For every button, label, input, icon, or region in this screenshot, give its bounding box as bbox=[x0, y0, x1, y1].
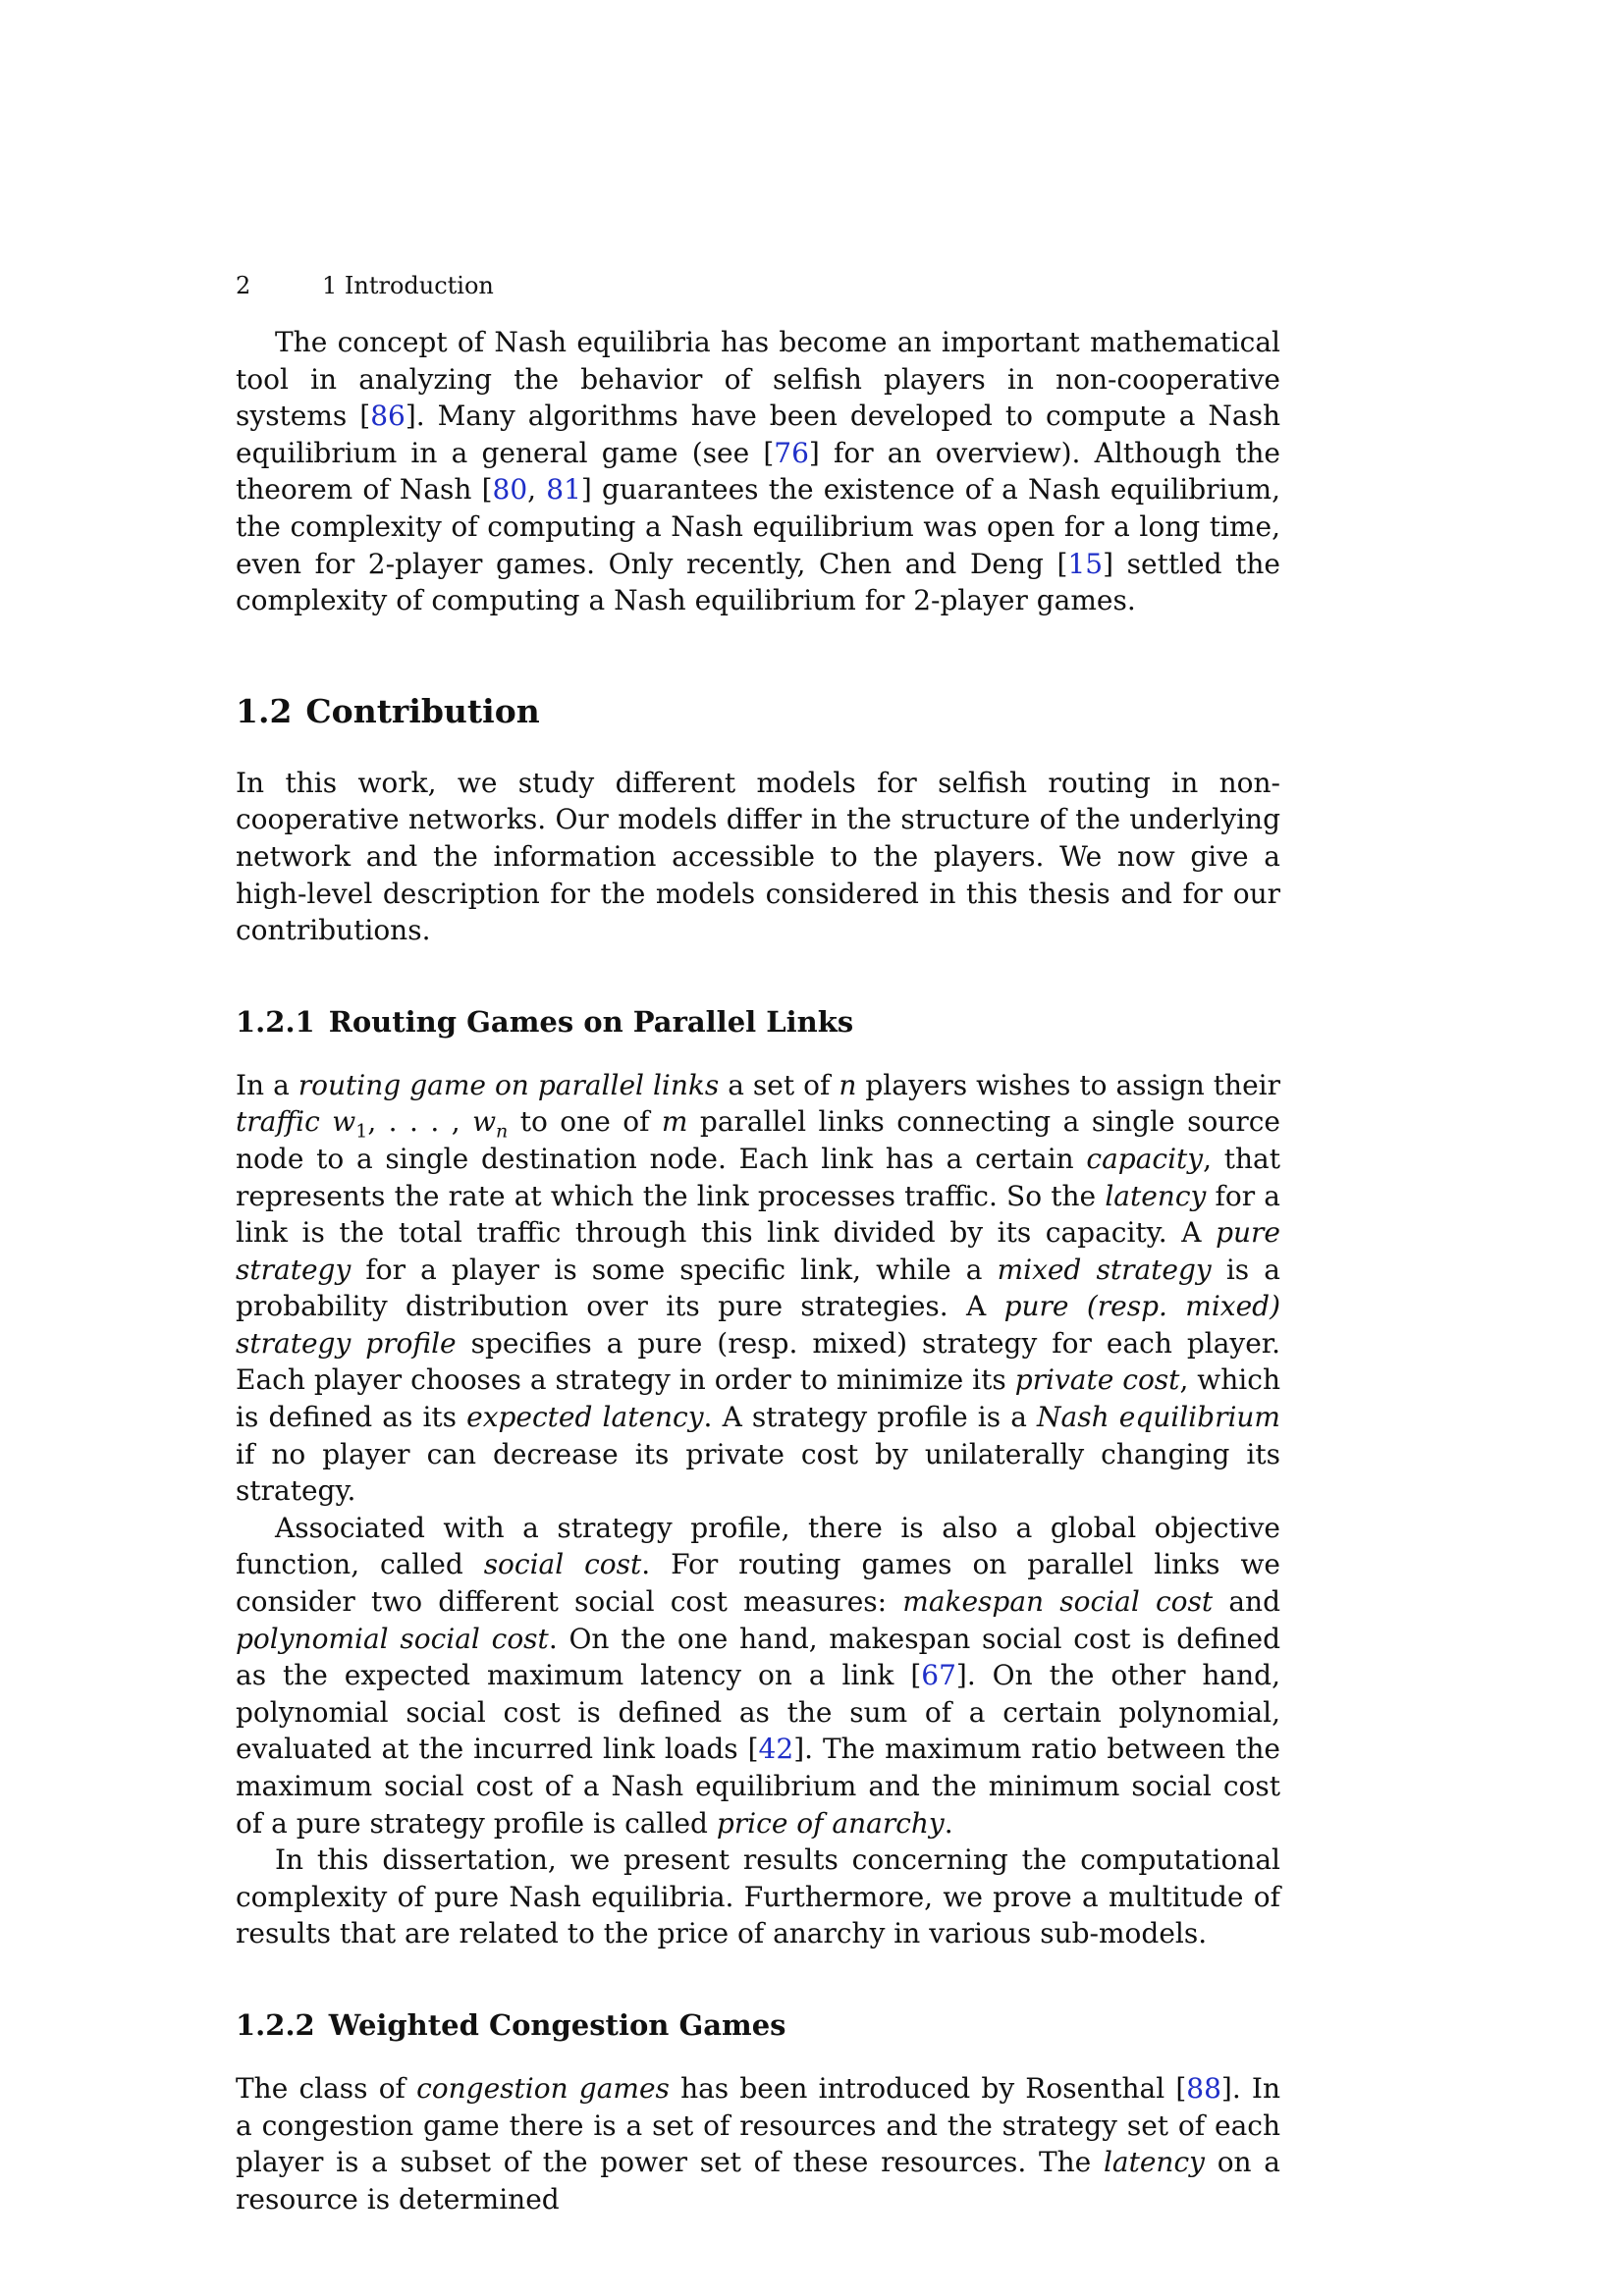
emphasis: congestion games bbox=[416, 2071, 670, 2105]
emphasis: Nash equilibrium bbox=[1037, 1401, 1280, 1434]
emphasis: polynomial social cost bbox=[236, 1622, 549, 1655]
emphasis: private cost bbox=[1014, 1363, 1180, 1397]
citation-link[interactable]: 42 bbox=[758, 1733, 794, 1766]
text-run: on a resource is determined bbox=[236, 2146, 1280, 2216]
text-run: ] guarantees the existence of a Nash equilibrium, the complexity of computing a Nash equilibrium was open for a long time, even for 2-player games. Only recently, Chen and Deng [ bbox=[236, 473, 1280, 580]
text-run: . On the one hand, makespan social cost is defined as the expected maximum latency on a link [ bbox=[236, 1622, 1280, 1692]
text-run: ]. Many algorithms have been developed to compute a Nash equilibrium in a general game (see [ bbox=[236, 400, 1281, 469]
text-run: , . . . , bbox=[367, 1105, 473, 1139]
subsection-number: 1.2.1 bbox=[236, 1004, 315, 1039]
emphasis: price of anarchy bbox=[716, 1806, 945, 1840]
emphasis: routing game on parallel links bbox=[298, 1068, 720, 1101]
math-subscript: n bbox=[496, 1120, 509, 1143]
intro-paragraph bbox=[236, 324, 1280, 619]
page-number: 2 bbox=[236, 272, 251, 299]
emphasis: pure (resp. mixed) strategy profile bbox=[236, 1290, 1280, 1360]
emphasis: makespan social cost bbox=[902, 1585, 1214, 1619]
math-variable: m bbox=[661, 1105, 688, 1139]
emphasis: capacity bbox=[1086, 1142, 1204, 1175]
emphasis: pure strategy bbox=[236, 1216, 1280, 1286]
text-run: specifies a pure (resp. mixed) strategy for each player. Each player chooses a strategy in order to minimize its bbox=[236, 1326, 1280, 1397]
contribution-paragraph: In this work, we study different models for selfish routing in non-cooperative networks. Our models differ in the structure of the underlying network and the information accessible to the players. We now give a high-level description for the models considered in this thesis and for our contributions. bbox=[236, 766, 1280, 947]
text-run: . For routing games on parallel links we consider two different social cost measures: bbox=[236, 1548, 1280, 1619]
running-header bbox=[236, 271, 1280, 300]
text-run: to one of bbox=[508, 1105, 662, 1139]
citation-link[interactable]: 88 bbox=[1186, 2071, 1221, 2105]
section-heading-contribution bbox=[236, 692, 1280, 731]
emphasis: latency bbox=[1105, 1179, 1207, 1212]
citation-link[interactable]: 76 bbox=[774, 436, 809, 469]
running-title: 1 Introduction bbox=[322, 272, 494, 299]
text-run: , that represents the rate at which the link processes traffic. So the bbox=[236, 1142, 1280, 1212]
subsection-number: 1.2.2 bbox=[236, 2007, 315, 2042]
text-run: ]. On the other hand, polynomial social cost is defined as the sum of a certain polynomial, evaluated at the incurred link loads [ bbox=[236, 1659, 1281, 1766]
text-run: Associated with a strategy profile, there is also a global objective function, called bbox=[236, 1511, 1280, 1581]
section-title: Contribution bbox=[305, 691, 540, 730]
text-run: . A strategy profile is a bbox=[703, 1401, 1038, 1434]
math-variable: w bbox=[472, 1105, 497, 1139]
text-run: ] for an overview). Although the theorem of Nash [ bbox=[236, 436, 1280, 507]
math-variable: w bbox=[332, 1105, 356, 1139]
routing-paragraph-1 bbox=[236, 1067, 1280, 1510]
text-run: , bbox=[527, 473, 547, 507]
text-run: has been introduced by Rosenthal [ bbox=[669, 2071, 1187, 2105]
section-number: 1.2 bbox=[236, 691, 293, 730]
text-run: for a player is some specific link, while a bbox=[351, 1253, 998, 1286]
text-run: ] settled the complexity of computing a Nash equilibrium for 2-player games. bbox=[236, 547, 1280, 617]
text-run: if no player can decrease its private cost by unilaterally changing its strategy. bbox=[236, 1437, 1280, 1508]
citation-link[interactable]: 15 bbox=[1067, 547, 1104, 580]
citation-link[interactable]: 81 bbox=[546, 473, 581, 507]
math-variable: n bbox=[839, 1068, 857, 1101]
text-run: The class of bbox=[236, 2071, 417, 2105]
citation-link[interactable]: 86 bbox=[370, 400, 406, 433]
routing-paragraph-3: In this dissertation, we present results concerning the computational complexity of pure Nash equilibria. Furthermore, we prove a multitude of results that are related to the price of anarchy in various sub-models. bbox=[236, 1843, 1280, 1950]
text-run: and bbox=[1213, 1585, 1280, 1619]
text-run: parallel links connecting a single source node to a single destination node. Each link has a certain bbox=[236, 1105, 1280, 1175]
emphasis: social cost bbox=[483, 1548, 642, 1581]
text-run: , which is defined as its bbox=[236, 1363, 1280, 1434]
subsection-heading-congestion-games bbox=[236, 2007, 1280, 2043]
text-run: is a probability distribution over its pure strategies. A bbox=[236, 1253, 1280, 1323]
subsection-heading-routing-games bbox=[236, 1004, 1280, 1040]
text-run: players wishes to assign their bbox=[856, 1068, 1280, 1101]
citation-link[interactable]: 80 bbox=[492, 473, 528, 507]
text-run: . bbox=[944, 1806, 953, 1840]
text-run: The concept of Nash equilibria has become an important mathematical tool in analyzing the behavior of selfish players in non-cooperative systems [ bbox=[236, 326, 1280, 433]
congestion-paragraph-1 bbox=[236, 2070, 1280, 2217]
emphasis: latency bbox=[1103, 2146, 1205, 2179]
text-run: for a link is the total traffic through this link divided by its capacity. A bbox=[236, 1179, 1280, 1250]
emphasis: traffic bbox=[236, 1105, 320, 1139]
subsection-title: Weighted Congestion Games bbox=[328, 2007, 786, 2042]
math-subscript: 1 bbox=[355, 1120, 368, 1143]
page-body bbox=[236, 324, 1280, 2217]
text-run: ]. In a congestion game there is a set of resources and the strategy set of each player is a subset of the power set of these resources. The bbox=[236, 2071, 1280, 2179]
text-run: In a bbox=[236, 1068, 298, 1101]
emphasis: mixed strategy bbox=[997, 1253, 1212, 1286]
routing-paragraph-2 bbox=[236, 1510, 1280, 1842]
text-run: a set of bbox=[719, 1068, 839, 1101]
citation-link[interactable]: 67 bbox=[921, 1659, 956, 1692]
text-run: ]. The maximum ratio between the maximum social cost of a Nash equilibrium and the minimum social cost of a pure strategy profile is called bbox=[236, 1733, 1280, 1840]
subsection-title: Routing Games on Parallel Links bbox=[328, 1004, 854, 1039]
emphasis: expected latency bbox=[466, 1401, 704, 1434]
